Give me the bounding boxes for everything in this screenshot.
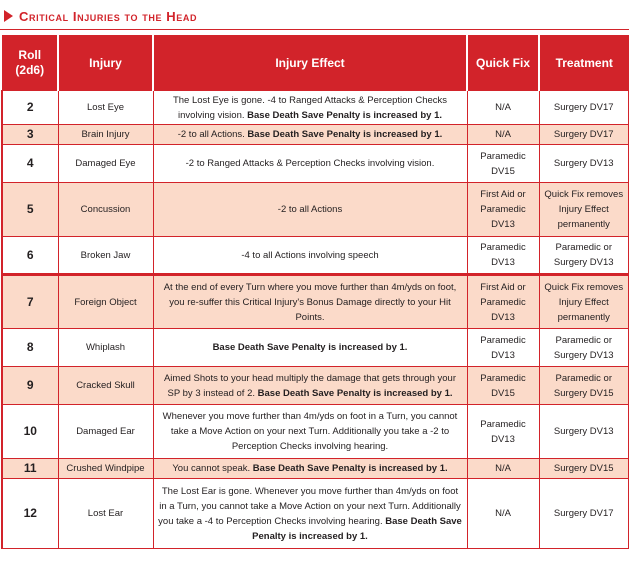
- table-row: [2, 183, 629, 237]
- injury-cell: Damaged Ear: [58, 405, 153, 459]
- injury-cell: Damaged Eye: [58, 145, 153, 183]
- treatment-cell: Quick Fix removes Injury Effect permanently: [539, 183, 629, 237]
- quick-fix-cell: First Aid or Paramedic DV13: [467, 183, 539, 237]
- effect-text: The Lost Ear is gone. Whenever you move further than 4m/yds on foot in a Turn, you cannot take a Move Action on your next Turn. Additionally you take a -4 to Perception Checks involving hearing.: [158, 485, 461, 527]
- roll-cell: 7: [2, 275, 58, 329]
- quick-fix-cell: N/A: [467, 479, 539, 549]
- roll-cell: 4: [2, 145, 58, 183]
- treatment-cell: Surgery DV17: [539, 125, 629, 145]
- table-row: [2, 405, 629, 459]
- treatment-cell: Paramedic or Surgery DV13: [539, 329, 629, 367]
- roll-cell: 5: [2, 183, 58, 237]
- header-quick-fix: Quick Fix: [467, 36, 539, 91]
- header-roll: Roll (2d6): [2, 36, 58, 91]
- table-row: [2, 91, 629, 125]
- roll-cell: 12: [2, 479, 58, 549]
- injury-effect-cell: [153, 125, 467, 145]
- injury-effect-cell: [153, 91, 467, 125]
- treatment-cell: Paramedic or Surgery DV13: [539, 237, 629, 275]
- death-save-penalty-text: Base Death Save Penalty is increased by 1.: [252, 515, 462, 542]
- injury-cell: Crushed Windpipe: [58, 459, 153, 479]
- roll-cell: 6: [2, 237, 58, 275]
- roll-cell: 8: [2, 329, 58, 367]
- death-save-penalty-text: Base Death Save Penalty is increased by 1.: [252, 463, 448, 474]
- treatment-cell: Paramedic or Surgery DV15: [539, 367, 629, 405]
- effect-text: -4 to all Actions involving speech: [241, 249, 379, 261]
- injury-effect-cell: [153, 405, 467, 459]
- treatment-cell: Surgery DV13: [539, 405, 629, 459]
- injury-cell: Concussion: [58, 183, 153, 237]
- header-injury-effect: Injury Effect: [153, 36, 467, 91]
- quick-fix-cell: Paramedic DV15: [467, 367, 539, 405]
- injury-effect-cell: [153, 459, 467, 479]
- treatment-cell: Quick Fix removes Injury Effect permanently: [539, 275, 629, 329]
- heading-rule: [0, 29, 629, 30]
- table-row: [2, 237, 629, 275]
- effect-text: -2 to all Actions: [277, 204, 343, 215]
- effect-text: -2 to Ranged Attacks & Perception Checks involving vision.: [185, 158, 435, 169]
- header-treatment: Treatment: [539, 36, 629, 91]
- injury-effect-cell: [153, 145, 467, 183]
- injury-effect-cell: [153, 237, 467, 275]
- injury-cell: Cracked Skull: [58, 367, 153, 405]
- injury-cell: Lost Ear: [58, 479, 153, 549]
- table-row: [2, 329, 629, 367]
- injury-effect-cell: [153, 367, 467, 405]
- treatment-cell: Surgery DV17: [539, 479, 629, 549]
- quick-fix-cell: N/A: [467, 125, 539, 145]
- death-save-penalty-text: Base Death Save Penalty is increased by 1.: [212, 342, 408, 353]
- injury-effect-cell: [153, 275, 467, 329]
- table-row: [2, 125, 629, 145]
- quick-fix-cell: Paramedic DV13: [467, 237, 539, 275]
- injury-cell: Foreign Object: [58, 275, 153, 329]
- table-row: [2, 459, 629, 479]
- death-save-penalty-text: Base Death Save Penalty is increased by 1.: [247, 129, 443, 140]
- table-header-row: [2, 36, 629, 91]
- table-row: [2, 145, 629, 183]
- effect-text: Whenever you move further than 4m/yds on foot in a Turn, you cannot take a Move Action on your next Turn. Additionally you take a -2 to Perception Checks involving hearing.: [162, 411, 458, 452]
- table-row: [2, 479, 629, 549]
- effect-text: At the end of every Turn where you move further than 4m/yds on foot, you re-suffer this Critical Injury's Bonus Damage directly to your Hit Points.: [163, 281, 457, 323]
- effect-text: -2 to all Actions.: [177, 129, 245, 140]
- injury-effect-cell: [153, 479, 467, 549]
- injury-effect-cell: [153, 183, 467, 237]
- effect-text: The Lost Eye is gone. -4 to Ranged Attacks & Perception Checks involving vision.: [172, 94, 448, 121]
- death-save-penalty-text: Base Death Save Penalty is increased by 1.: [257, 387, 453, 399]
- quick-fix-cell: Paramedic DV15: [467, 145, 539, 183]
- page-title: Critical Injuries to the Head: [19, 8, 198, 24]
- injury-cell: Broken Jaw: [58, 237, 153, 275]
- table-row: [2, 367, 629, 405]
- triangle-bullet-icon: [4, 10, 13, 22]
- quick-fix-cell: N/A: [467, 459, 539, 479]
- roll-cell: 11: [2, 459, 58, 479]
- effect-text: Aimed Shots to your head multiply the damage that gets through your SP by 3 instead of 2.: [163, 372, 457, 399]
- injury-cell: Whiplash: [58, 329, 153, 367]
- quick-fix-cell: Paramedic DV13: [467, 329, 539, 367]
- effect-text: You cannot speak.: [172, 463, 251, 474]
- death-save-penalty-text: Base Death Save Penalty is increased by 1.: [247, 109, 443, 121]
- quick-fix-cell: N/A: [467, 91, 539, 125]
- critical-injuries-table: [1, 35, 629, 549]
- treatment-cell: Surgery DV15: [539, 459, 629, 479]
- roll-cell: 2: [2, 91, 58, 125]
- injury-cell: Brain Injury: [58, 125, 153, 145]
- header-injury: Injury: [58, 36, 153, 91]
- section-heading: [4, 6, 197, 26]
- injury-effect-cell: [153, 329, 467, 367]
- table-row: [2, 275, 629, 329]
- quick-fix-cell: Paramedic DV13: [467, 405, 539, 459]
- roll-cell: 10: [2, 405, 58, 459]
- treatment-cell: Surgery DV13: [539, 145, 629, 183]
- treatment-cell: Surgery DV17: [539, 91, 629, 125]
- roll-cell: 9: [2, 367, 58, 405]
- quick-fix-cell: First Aid or Paramedic DV13: [467, 275, 539, 329]
- injury-cell: Lost Eye: [58, 91, 153, 125]
- roll-cell: 3: [2, 125, 58, 145]
